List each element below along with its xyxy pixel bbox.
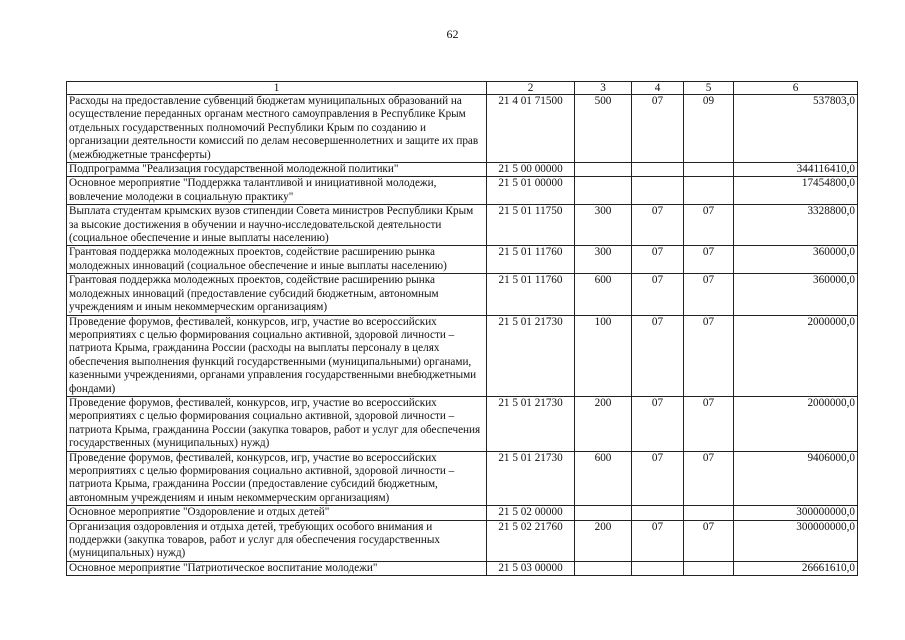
row-name-cell: Проведение форумов, фестивалей, конкурсов, игр, участие во всероссийских мероприятиях с целью формирования социально активной, здоровой личности – патриота Крыма, гражданина России (предоставление субсидий бюджетным, автономным учреждениям и иным некоммерческим организациям) [67,451,487,506]
row-subsection-cell: 07 [684,520,734,561]
row-subsection-cell [684,506,734,520]
row-section-cell: 07 [632,95,684,163]
column-header: 5 [684,82,734,95]
row-amount-cell: 300000000,0 [734,506,858,520]
row-expense-type-cell: 300 [575,246,632,274]
row-subsection-cell: 07 [684,451,734,506]
row-section-cell: 07 [632,246,684,274]
row-amount-cell: 300000000,0 [734,520,858,561]
row-subsection-cell [684,177,734,205]
table-row [67,95,858,163]
table-row [67,274,858,315]
row-expense-type-cell: 300 [575,205,632,246]
table-row [67,246,858,274]
row-section-cell [632,561,684,575]
row-expense-type-cell: 200 [575,520,632,561]
table-row [67,520,858,561]
row-code-cell: 21 5 01 21730 [487,451,575,506]
table-row [67,205,858,246]
row-section-cell: 07 [632,451,684,506]
table-row [67,163,858,177]
row-amount-cell: 344116410,0 [734,163,858,177]
row-expense-type-cell: 200 [575,396,632,451]
table-body [67,95,858,576]
row-subsection-cell: 07 [684,246,734,274]
table-row [67,177,858,205]
row-code-cell: 21 5 01 21730 [487,396,575,451]
row-expense-type-cell [575,561,632,575]
row-section-cell [632,177,684,205]
row-amount-cell: 360000,0 [734,246,858,274]
row-name-cell: Грантовая поддержка молодежных проектов, содействие расширению рынка молодежных инноваций (социальное обеспечение и иные выплаты населению) [67,246,487,274]
row-code-cell: 21 5 01 11760 [487,246,575,274]
row-code-cell: 21 5 03 00000 [487,561,575,575]
column-header: 1 [67,82,487,95]
column-header: 4 [632,82,684,95]
row-code-cell: 21 5 01 00000 [487,177,575,205]
row-section-cell: 07 [632,274,684,315]
row-amount-cell: 3328800,0 [734,205,858,246]
table-row [67,561,858,575]
row-expense-type-cell: 500 [575,95,632,163]
row-name-cell: Расходы на предоставление субвенций бюджетам муниципальных образований на осуществление переданных органам местного самоуправления в Республике Крым отдельных государственных полномочий Республики Крым по созданию и организации деятельности комиссий по делам несовершеннолетних и защите их прав (межбюджетные трансферты) [67,95,487,163]
column-header: 2 [487,82,575,95]
row-code-cell: 21 5 02 21760 [487,520,575,561]
row-name-cell: Основное мероприятие "Оздоровление и отдых детей" [67,506,487,520]
row-code-cell: 21 4 01 71500 [487,95,575,163]
page-number: 62 [446,27,459,41]
row-code-cell: 21 5 01 11760 [487,274,575,315]
row-expense-type-cell [575,163,632,177]
row-name-cell: Проведение форумов, фестивалей, конкурсов, игр, участие во всероссийских мероприятиях с целью формирования социально активной, здоровой личности – патриота Крыма, гражданина России (закупка товаров, работ и услуг для обеспечения государственных (муниципальных) нужд) [67,396,487,451]
row-subsection-cell: 07 [684,274,734,315]
row-subsection-cell: 07 [684,205,734,246]
row-name-cell: Подпрограмма "Реализация государственной молодежной политики" [67,163,487,177]
row-name-cell: Проведение форумов, фестивалей, конкурсов, игр, участие во всероссийских мероприятиях с целью формирования социально активной, здоровой личности – патриота Крыма, гражданина России (расходы на выплаты персоналу в целях обеспечения выполнения функций государственными (муниципальными) органами, казенными учреждениями, органами управления государственными внебюджетными фондами) [67,315,487,396]
row-name-cell: Основное мероприятие "Патриотическое воспитание молодежи" [67,561,487,575]
row-subsection-cell [684,163,734,177]
row-code-cell: 21 5 02 00000 [487,506,575,520]
row-expense-type-cell: 100 [575,315,632,396]
row-section-cell [632,163,684,177]
column-header: 3 [575,82,632,95]
table-row [67,396,858,451]
row-code-cell: 21 5 01 21730 [487,315,575,396]
row-section-cell: 07 [632,205,684,246]
table-row [67,451,858,506]
row-section-cell: 07 [632,520,684,561]
row-expense-type-cell: 600 [575,274,632,315]
row-name-cell: Основное мероприятие "Поддержка талантливой и инициативной молодежи, вовлечение молодежи в социальную практику" [67,177,487,205]
row-amount-cell: 17454800,0 [734,177,858,205]
row-subsection-cell: 09 [684,95,734,163]
row-amount-cell: 2000000,0 [734,315,858,396]
table-header-row [67,82,858,95]
row-name-cell: Грантовая поддержка молодежных проектов, содействие расширению рынка молодежных инноваций (предоставление субсидий бюджетным, автономным учреждениям и иным некоммерческим организациям) [67,274,487,315]
row-amount-cell: 26661610,0 [734,561,858,575]
row-amount-cell: 2000000,0 [734,396,858,451]
row-expense-type-cell [575,177,632,205]
row-section-cell [632,506,684,520]
table-row [67,506,858,520]
row-amount-cell: 360000,0 [734,274,858,315]
row-subsection-cell [684,561,734,575]
row-name-cell: Организация оздоровления и отдыха детей, требующих особого внимания и поддержки (закупка товаров, работ и услуг для обеспечения государственных (муниципальных) нужд) [67,520,487,561]
row-expense-type-cell [575,506,632,520]
row-code-cell: 21 5 00 00000 [487,163,575,177]
row-name-cell: Выплата студентам крымских вузов стипендии Совета министров Республики Крым за высокие достижения в обучении и научно-исследовательской деятельности (социальное обеспечение и иные выплаты населению) [67,205,487,246]
row-subsection-cell: 07 [684,315,734,396]
row-expense-type-cell: 600 [575,451,632,506]
table-row [67,315,858,396]
row-code-cell: 21 5 01 11750 [487,205,575,246]
budget-table [66,81,858,576]
row-amount-cell: 537803,0 [734,95,858,163]
row-subsection-cell: 07 [684,396,734,451]
row-section-cell: 07 [632,396,684,451]
row-amount-cell: 9406000,0 [734,451,858,506]
row-section-cell: 07 [632,315,684,396]
column-header: 6 [734,82,858,95]
